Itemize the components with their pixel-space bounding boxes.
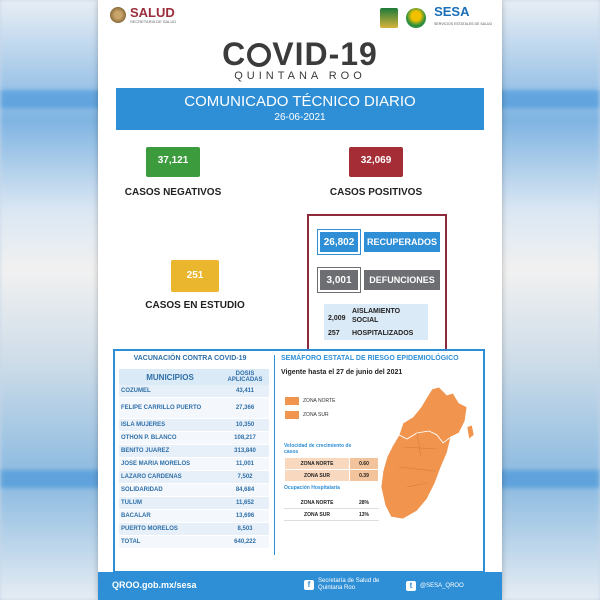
table-row: [119, 510, 269, 523]
table-row: [119, 445, 269, 458]
covid-report-poster: [98, 0, 502, 600]
salud-logo: [110, 6, 176, 24]
ocupacion-table: [284, 496, 379, 521]
dosis-cell: 10,350: [221, 419, 269, 432]
aislamiento-value: 2,009: [328, 315, 346, 322]
positivos-value: 32,069: [349, 147, 403, 177]
col-dosis: DOSIS APLICADAS: [221, 369, 269, 385]
dosis-cell: 640,222: [221, 536, 269, 549]
zona-norte-label: ZONA NORTE: [303, 398, 336, 404]
ocupacion-zona-sur: ZONA SUR: [285, 509, 350, 521]
negativos-label: CASOS NEGATIVOS: [124, 187, 222, 198]
negativos-value: 37,121: [146, 147, 200, 177]
map-zona-sur: [381, 431, 451, 519]
municipio-cell: BACALAR: [119, 510, 221, 523]
table-row: [119, 523, 269, 536]
aislamiento-box: [324, 304, 428, 340]
dosis-cell: 11,001: [221, 458, 269, 471]
ocupacion-valor-norte: 28%: [350, 497, 379, 509]
dosis-cell: 27,366: [221, 398, 269, 419]
table-row: [285, 458, 379, 470]
title-left: C: [222, 36, 247, 72]
recuperados-pill: [318, 232, 440, 252]
municipio-cell: SOLIDARIDAD: [119, 484, 221, 497]
header: [98, 0, 502, 40]
vacunacion-title: VACUNACIÓN CONTRA COVID-19: [133, 355, 247, 362]
table-row: [119, 484, 269, 497]
dosis-cell: 7,502: [221, 471, 269, 484]
velocidad-zona-sur: ZONA SUR: [285, 470, 350, 482]
panel-divider: [274, 355, 275, 555]
table-row: [119, 458, 269, 471]
virus-icon: [247, 43, 271, 67]
sesa-label: SESA: [434, 4, 470, 19]
municipio-cell: PUERTO MORELOS: [119, 523, 221, 536]
dosis-cell: 108,217: [221, 432, 269, 445]
table-row: [119, 432, 269, 445]
municipio-cell: TULUM: [119, 497, 221, 510]
report-date: 26-06-2021: [274, 112, 326, 123]
dosis-cell: 13,696: [221, 510, 269, 523]
sesa-sublabel: SERVICIOS ESTATALES DE SALUD: [434, 22, 492, 26]
table-row: [285, 470, 379, 482]
footer-url[interactable]: QROO.gob.mx/sesa: [112, 580, 197, 590]
dosis-cell: 43,411: [221, 385, 269, 398]
zona-sur-swatch: [285, 411, 299, 419]
velocidad-valor-sur: 0.39: [350, 470, 379, 482]
municipio-cell: FELIPE CARRILLO PUERTO: [119, 398, 221, 419]
semaforo-title: SEMÁFORO ESTATAL DE RIESGO EPIDEMIOLÓGICO: [281, 355, 459, 362]
estudio-value: 251: [171, 260, 219, 292]
map-cozumel: [467, 425, 474, 439]
velocidad-zona-norte: ZONA NORTE: [285, 458, 350, 470]
municipio-cell: TOTAL: [119, 536, 221, 549]
dosis-cell: 8,503: [221, 523, 269, 536]
aislamiento-label: AISLAMIENTO SOCIAL: [352, 308, 401, 324]
zona-norte-swatch: [285, 397, 299, 405]
dosis-cell: 313,840: [221, 445, 269, 458]
velocidad-table: [284, 457, 379, 482]
banner-title: COMUNICADO TÉCNICO DIARIO: [184, 93, 416, 110]
col-municipios: MUNICIPIOS: [119, 369, 221, 385]
salud-label: SALUD: [130, 5, 175, 20]
page-subtitle: QUINTANA ROO: [234, 70, 366, 82]
info-panel: [113, 349, 485, 573]
municipio-cell: BENITO JUAREZ: [119, 445, 221, 458]
table-row: [119, 419, 269, 432]
title-right: VID-19: [272, 36, 378, 72]
facebook-label: Secretaría de Salud de Quintana Roo: [318, 578, 380, 591]
defunciones-value: 3,001: [318, 268, 360, 292]
velocidad-title: Velocidad de crecimiento de casos: [284, 443, 352, 455]
footer-twitter[interactable]: [406, 581, 464, 591]
hospitalizados-value: 257: [328, 330, 340, 337]
recuperados-label: RECUPERADOS: [364, 232, 440, 252]
municipio-cell: JOSE MARIA MORELOS: [119, 458, 221, 471]
municipio-cell: ISLA MUJERES: [119, 419, 221, 432]
zona-sur-label: ZONA SUR: [303, 412, 329, 418]
state-seal-icon: [406, 8, 426, 28]
legend-zona-sur: [285, 411, 329, 419]
semaforo-vigencia: Vigente hasta el 27 de junio del 2021: [281, 369, 403, 376]
table-row: [285, 497, 379, 509]
table-row: [119, 385, 269, 398]
hospitalizados-label: HOSPITALIZADOS: [352, 330, 414, 337]
table-row: [119, 536, 269, 549]
recuperados-value: 26,802: [318, 230, 360, 254]
table-row: [285, 509, 379, 521]
positivos-label: CASOS POSITIVOS: [329, 187, 423, 198]
table-row: [119, 398, 269, 419]
table-row: [119, 471, 269, 484]
quintana-roo-map: [377, 387, 477, 527]
velocidad-valor-norte: 0.60: [350, 458, 379, 470]
quintana-roo-logo-icon: [380, 8, 398, 28]
dosis-cell: 11,652: [221, 497, 269, 510]
municipio-cell: COZUMEL: [119, 385, 221, 398]
ocupacion-title: Ocupación Hospitalaria: [284, 485, 340, 491]
sesa-logo: [434, 6, 492, 30]
footer-facebook[interactable]: [304, 578, 380, 592]
twitter-label: @SESA_QROO: [420, 583, 464, 589]
defunciones-pill: [318, 270, 440, 290]
page-title: [98, 36, 502, 73]
footer: [98, 572, 502, 600]
ocupacion-valor-sur: 13%: [350, 509, 379, 521]
partner-logos: [380, 6, 492, 30]
municipio-cell: OTHON P. BLANCO: [119, 432, 221, 445]
dosis-cell: 84,684: [221, 484, 269, 497]
report-banner: [116, 88, 484, 130]
salud-sublabel: SECRETARÍA DE SALUD: [130, 19, 177, 24]
facebook-icon: f: [304, 580, 314, 590]
municipio-cell: LAZARO CARDENAS: [119, 471, 221, 484]
ocupacion-zona-norte: ZONA NORTE: [285, 497, 350, 509]
mexico-seal-icon: [110, 7, 126, 23]
defunciones-label: DEFUNCIONES: [364, 270, 440, 290]
table-row: [119, 497, 269, 510]
vacunacion-table: [119, 369, 269, 549]
twitter-icon: t: [406, 581, 416, 591]
estudio-label: CASOS EN ESTUDIO: [145, 300, 245, 311]
legend-zona-norte: [285, 397, 335, 405]
